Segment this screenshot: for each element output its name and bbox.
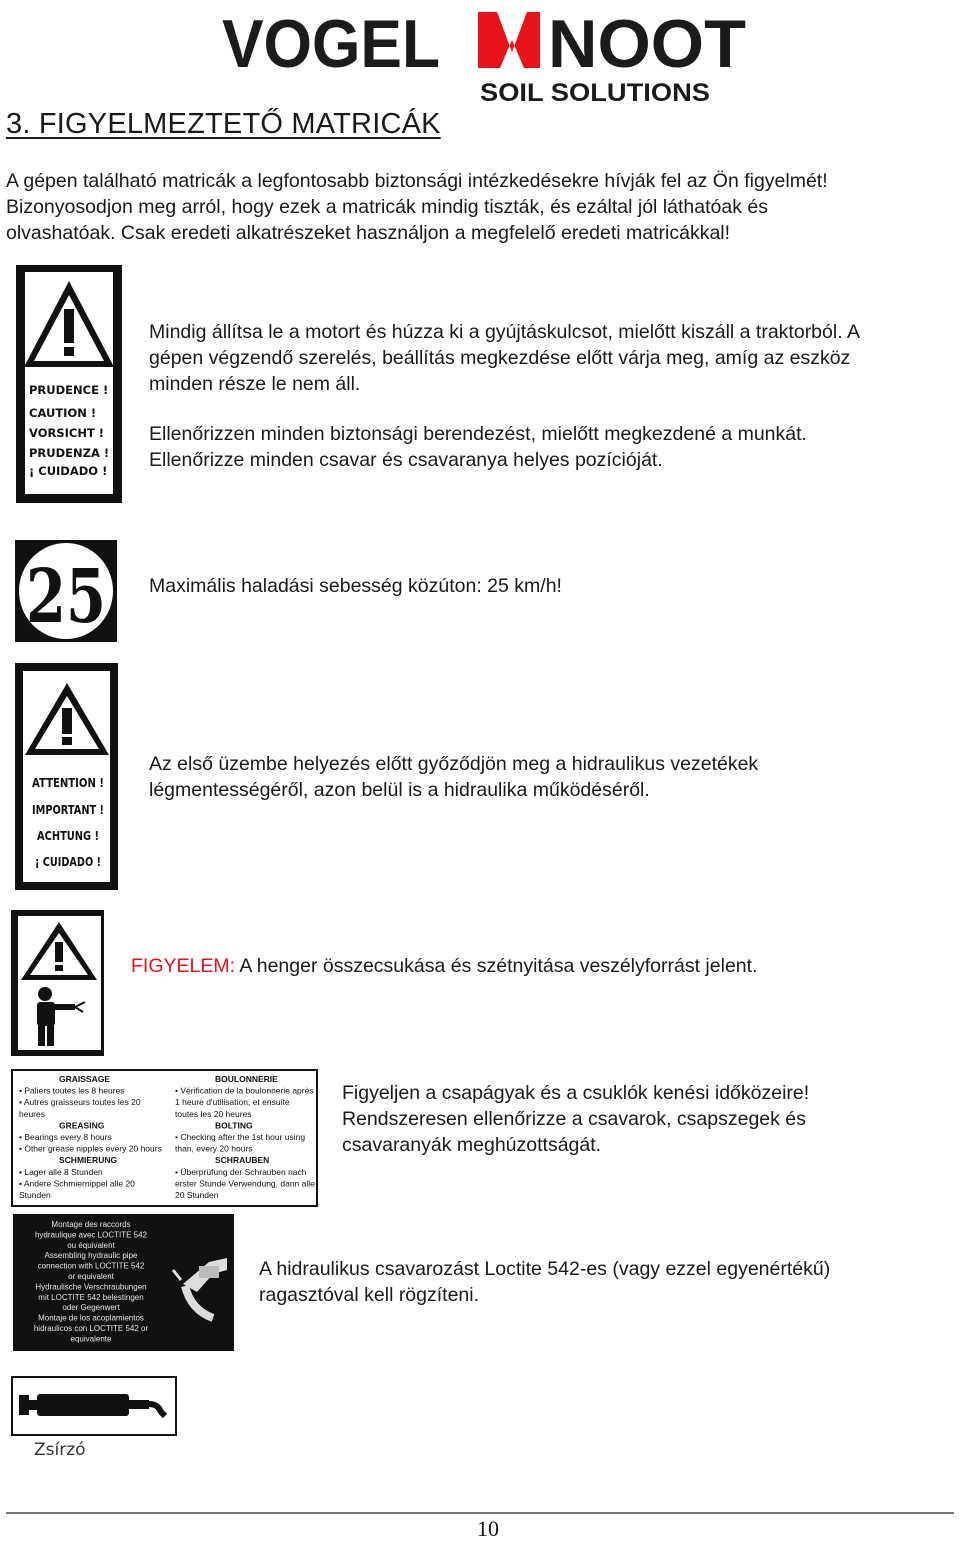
greasing-sticker-graphic (13, 1071, 316, 1205)
logo-word-vogel: VOGEL (222, 6, 440, 82)
text-line: Mindig állítsa le a motort és húzza ki a gyújtáskulcsot, mielőtt kiszáll a traktorból. A (149, 321, 860, 343)
greasing-line: • Andere Schmiernippel alle 20 (19, 1178, 135, 1189)
greasing-line: erster Stunde Verwendung, dann alle (175, 1178, 315, 1189)
attention-label: IMPORTANT ! (32, 803, 104, 817)
greasing-heading: GRAISSAGE (59, 1074, 111, 1084)
warning-prefix: FIGYELEM: (131, 955, 236, 977)
greasing-line: • Paliers toutes les 8 heures (19, 1085, 125, 1096)
text-line: Ellenőrizze minden csavar és csavaranya helyes pozícióját. (149, 449, 663, 471)
speed-text: Maximális haladási sebesség közúton: 25 km/h! (149, 575, 562, 597)
greasing-line: heures (19, 1108, 45, 1119)
text-line: ragasztóval kell rögzíteni. (259, 1284, 480, 1306)
greasing-heading: SCHRAUBEN (215, 1155, 270, 1166)
text-line: Rendszeresen ellenőrizze a csavarok, csapszegek és (342, 1108, 806, 1130)
caution-label: ¡ CUIDADO ! (29, 464, 108, 478)
caution-label: CAUTION ! (29, 406, 97, 420)
loctite-sticker-line: Montage des raccords (51, 1220, 131, 1229)
loctite-sticker-line: Hydraulische Verschraubungen (35, 1282, 147, 1292)
greasing-line: • Bearings every 8 hours (19, 1132, 112, 1142)
vogel-noot-logo (212, 0, 760, 108)
page-number: 10 (477, 1516, 499, 1541)
greasing-line: Stunden (19, 1190, 51, 1200)
cylinder-sticker (11, 910, 104, 1056)
text-line: A hidraulikus csavarozást Loctite 542-es (vagy ezzel egyenértékű) (259, 1258, 831, 1280)
text-line: minden része le nem áll. (149, 373, 361, 395)
grease-gun-label: Zsírzó (34, 1440, 86, 1460)
loctite-sticker-line: hydraulique avec LOCTITE 542 (34, 1230, 148, 1240)
logo-graphic (212, 0, 760, 108)
grease-gun-icon (13, 1378, 175, 1434)
loctite-sticker-line: hidraulicos con LOCTITE 542 or (33, 1324, 149, 1333)
loctite-sticker (13, 1214, 234, 1351)
greasing-line: • Autres graisseurs toutes les 20 (19, 1097, 141, 1108)
caution-text (149, 319, 860, 397)
greasing-line: 20 Stunden (175, 1190, 219, 1200)
attention-sticker (15, 663, 118, 890)
attention-label: ATTENTION ! (32, 776, 104, 790)
text-line: légmentességéről, azon belül is a hidraulika működéséről. (149, 779, 650, 801)
loctite-sticker-line: Assembling hydraulic pipe (44, 1251, 138, 1261)
logo-word-noot: NOOT (548, 6, 746, 82)
greasing-line: • Lager alle 8 Stunden (19, 1166, 103, 1177)
text-line: Ellenőrizzen minden biztonsági berendezést, mielőtt megkezdené a munkát. (149, 423, 807, 445)
caution-sticker-graphic (16, 265, 122, 503)
loctite-text (259, 1256, 830, 1308)
intro-line: A gépen található matricák a legfontosabb biztonsági intézkedésekre hívják fel az Ön figyelmét! (6, 170, 828, 192)
loctite-sticker-line: ou équivalent (67, 1240, 115, 1250)
greasing-line: • Other grease nipples every 20 hours (19, 1143, 162, 1154)
grease-gun-sticker (11, 1376, 177, 1436)
logo-tagline: SOIL SOLUTIONS (480, 79, 710, 107)
text-line: Figyeljen a csapágyak és a csuklók kenési időközeire! (342, 1082, 810, 1104)
caution-label: VORSICHT ! (29, 426, 105, 440)
text-line: gépen végzendő szerelés, beállítás megkezdése előtt várja meg, amíg az eszköz (149, 347, 851, 369)
cylinder-warning-text (131, 953, 757, 979)
loctite-sticker-line: Montaje de los acoplamientos (38, 1313, 144, 1323)
greasing-line: • Überprüfung der Schrauben nach (175, 1166, 307, 1177)
text-line: Az első üzembe helyezés előtt győződjön meg a hidraulikus vezetékek (149, 753, 759, 775)
greasing-text (342, 1080, 809, 1158)
cylinder-sticker-graphic (11, 910, 104, 1056)
greasing-heading: GREASING (59, 1120, 105, 1131)
warning-body: A henger összecsukása és szétnyitása veszélyforrást jelent. (235, 955, 758, 977)
loctite-sticker-line: equivalente (70, 1334, 112, 1344)
attention-label: ¡ CUIDADO ! (35, 855, 101, 869)
speed-number: 25 (26, 554, 106, 640)
caution-text-2 (149, 421, 807, 473)
greasing-line: toutes les 20 heures (175, 1108, 252, 1119)
hydraulic-fitting-icon (173, 1258, 227, 1318)
greasing-line: • Vérification de la boulonnerie après (175, 1085, 314, 1096)
attention-sticker-graphic (15, 663, 118, 890)
intro-line: olvashatóak. Csak eredeti alkatrészeket használjon a megfelelő eredeti matricákkal! (6, 222, 731, 244)
attention-label: ACHTUNG ! (37, 829, 99, 843)
loctite-sticker-line: or equivalent (68, 1272, 114, 1281)
intro-line: Bizonyosodjon meg arról, hogy ezek a matricák mindig tiszták, és ezáltal jól láthatóak és (6, 196, 768, 218)
loctite-sticker-line: mit LOCTITE 542 belestingen (38, 1292, 144, 1302)
logo-red-mark (478, 12, 540, 68)
speed-sticker-graphic (15, 540, 117, 642)
caution-sticker (16, 265, 122, 503)
greasing-heading: BOLTING (215, 1120, 253, 1131)
caution-label: PRUDENCE ! (29, 383, 109, 397)
greasing-heading: BOULONNERIE (215, 1074, 278, 1084)
section-title: 3. FIGYELMEZTETŐ MATRICÁK (6, 108, 441, 140)
attention-text (149, 751, 758, 803)
caution-label: PRUDENZA ! (29, 446, 110, 460)
speed-sticker (15, 540, 117, 642)
intro-paragraph (6, 168, 951, 246)
loctite-sticker-line: oder Gegenwert (62, 1303, 120, 1313)
greasing-line: 1 heure d'utilisation, et ensuite (175, 1097, 290, 1108)
footer-divider (6, 1512, 954, 1514)
greasing-heading: SCHMIERUNG (59, 1155, 118, 1166)
text-line: csavaranyák meghúzottságát. (342, 1134, 602, 1156)
greasing-sticker (11, 1069, 318, 1207)
loctite-sticker-line: connection with LOCTITE 542 (37, 1261, 145, 1271)
loctite-sticker-graphic (13, 1214, 234, 1351)
greasing-line: than, every 20 hours (175, 1143, 253, 1154)
greasing-line: • Checking after the 1st hour using (175, 1132, 306, 1142)
